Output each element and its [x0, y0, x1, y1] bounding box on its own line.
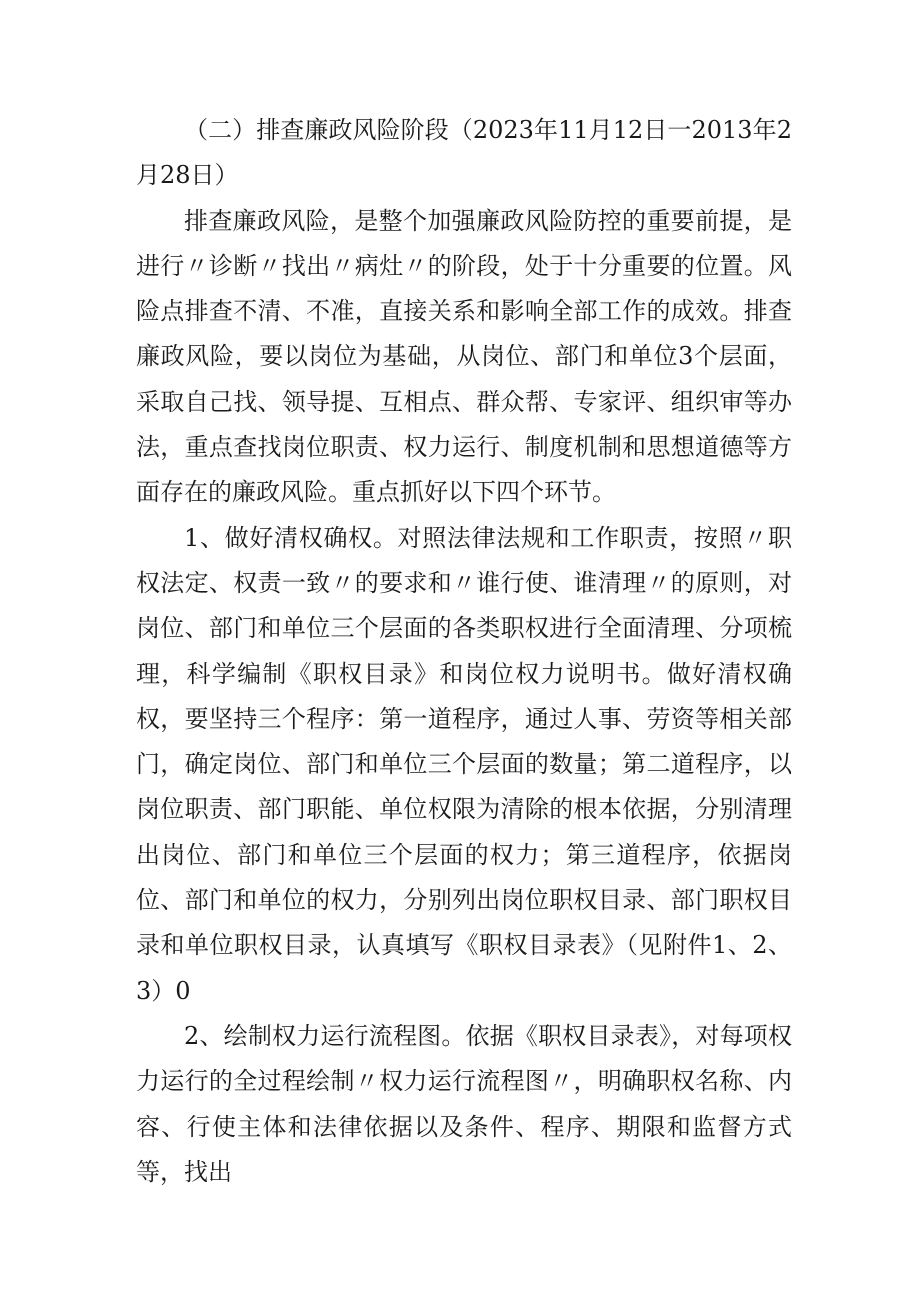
document-body — [136, 108, 792, 1195]
paragraph-step-2: 2、绘制权力运行流程图。依据《职权目录表》，对每项权力运行的全过程绘制〃权力运行流程图〃，明确职权名称、内容、行使主体和法律依据以及条件、程序、期限和监督方式等，找出 — [136, 1021, 792, 1186]
section-heading: （二）排查廉政风险阶段（2023年11月12日一2013年2月28日） — [136, 116, 792, 190]
paragraph-risk-overview: 排查廉政风险，是整个加强廉政风险防控的重要前提，是进行〃诊断〃找出〃病灶〃的阶段，处于十分重要的位置。风险点排查不清、不准，直接关系和影响全部工作的成效。排查廉政风险，要以岗位为基础，从岗位、部门和单位3个层面，采取自己找、领导提、互相点、群众帮、专家评、组织审等办法，重点查找岗位职责、权力运行、制度机制和思想道德等方面存在的廉政风险。重点抓好以下四个环节。 — [136, 206, 792, 507]
paragraph-step-1: 1、做好清权确权。对照法律法规和工作职责，按照〃职权法定、权责一致〃的要求和〃谁行使、谁清理〃的原则，对岗位、部门和单位三个层面的各类职权进行全面清理、分项梳理，科学编制《职权目录》和岗位权力说明书。做好清权确权，要坚持三个程序：第一道程序，通过人事、劳资等相关部门，确定岗位、部门和单位三个层面的数量；第二道程序，以岗位职责、部门职能、单位权限为清除的根本依据，分别清理出岗位、部门和单位三个层面的权力；第三道程序，依据岗位、部门和单位的权力，分别列出岗位职权目录、部门职权目录和单位职权目录，认真填写《职权目录表》（见附件1、2、3）0 — [136, 523, 792, 1005]
